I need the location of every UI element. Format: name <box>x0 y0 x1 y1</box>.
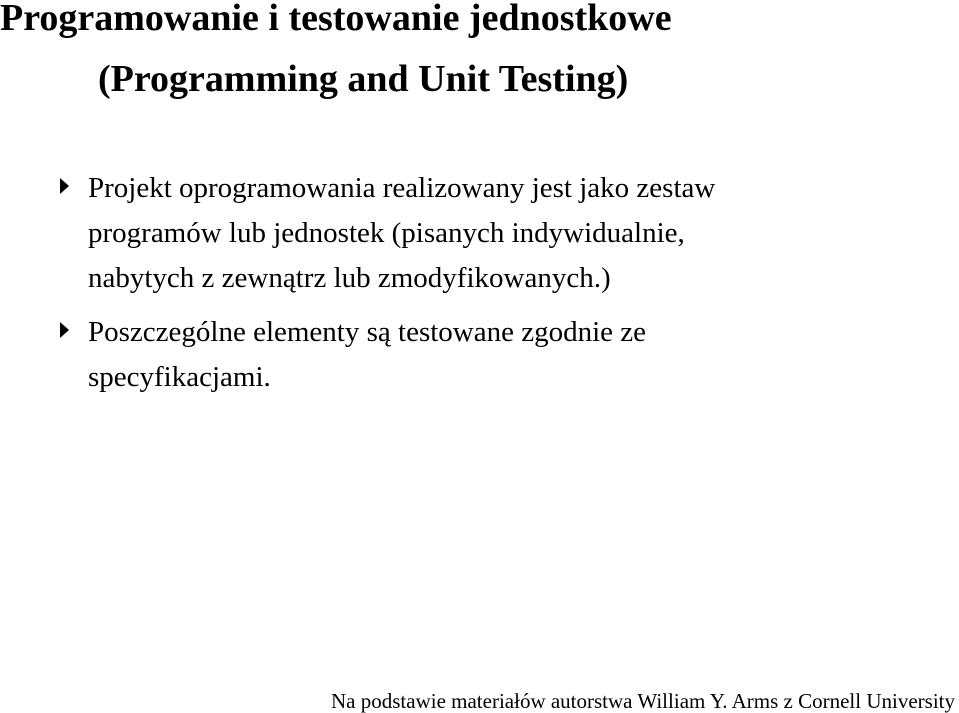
bullet-line: Projekt oprogramowania realizowany jest jako zestaw <box>88 172 716 204</box>
bullet-line: nabytych z zewnątrz lub zmodyfikowanych.) <box>88 262 611 294</box>
bullet-line: Poszczególne elementy są testowane zgodnie ze <box>88 316 647 348</box>
slide-footer-credit: Na podstawie materiałów autorstwa William Y. Arms z Cornell University <box>331 689 955 713</box>
slide-title-line-2: (Programming and Unit Testing) <box>98 58 629 100</box>
bullet-text <box>88 166 908 301</box>
bullet-line: programów lub jednostek (pisanych indywidualnie, <box>88 217 685 249</box>
bullet-line: specyfikacjami. <box>88 361 271 393</box>
bullet-text <box>88 310 908 400</box>
slide-title-line-1: Programowanie i testowanie jednostkowe <box>0 0 672 39</box>
triangle-right-bullet-icon <box>60 322 69 338</box>
triangle-right-bullet-icon <box>60 178 69 194</box>
